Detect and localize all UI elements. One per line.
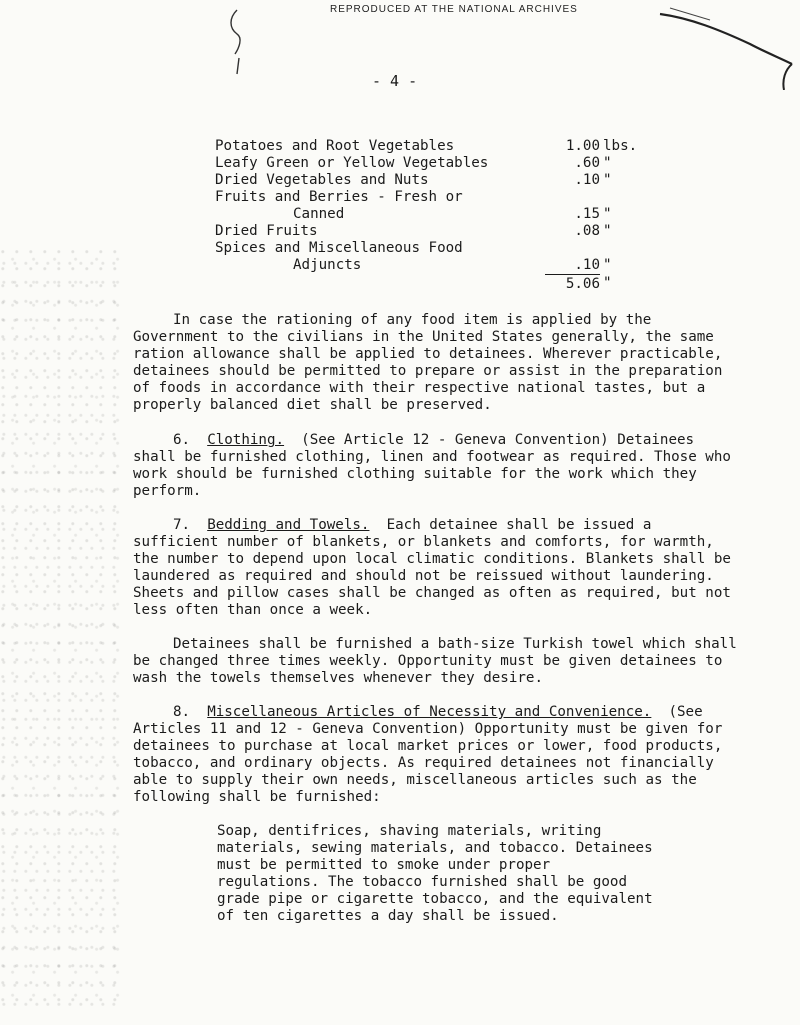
item-qty: .15 [574, 206, 600, 222]
section-heading: Miscellaneous Articles of Necessity and Convenience. [207, 704, 652, 720]
item-name: Dried Fruits [215, 223, 318, 239]
table-row [215, 257, 643, 275]
section-body: Each detainee shall be issued a sufficient number of blankets, or blankets and comforts, for warmth, the number to depend upon local climatic conditions. Blankets shall be laundered as required and should not be reissued without laundering. Sheets and pillow cases shall be changed as often as required, but not less often than once a week. [133, 517, 731, 618]
corner-scribble [650, 0, 800, 90]
item-name-cont: Canned [293, 206, 345, 222]
total-qty: 5.06 [565, 276, 600, 292]
towels-paragraph: Detainees shall be furnished a bath-size Turkish towel which shall be changed three times weekly. Opportunity must be given detainees to wash the towels themselves whenever they desire. [133, 636, 737, 686]
item-unit: " [603, 223, 612, 239]
bedding-paragraph [133, 517, 745, 619]
item-unit: " [603, 206, 612, 222]
item-unit: " [603, 257, 612, 273]
item-qty: .10 [574, 172, 600, 188]
item-qty: .08 [574, 223, 600, 239]
table-row [215, 189, 643, 206]
total-unit: " [603, 274, 612, 291]
item-unit: lbs. [603, 138, 638, 154]
item-unit: " [603, 172, 612, 188]
pen-mark [225, 8, 255, 78]
item-qty: .60 [574, 155, 600, 171]
clothing-paragraph [133, 432, 745, 500]
item-unit: " [603, 155, 612, 171]
ration-table [215, 138, 643, 293]
item-qty: .10 [545, 257, 600, 275]
total-row [215, 275, 643, 294]
item-name: Fruits and Berries - Fresh or [215, 189, 463, 205]
section-body: (See Articles 11 and 12 - Geneva Convention) Opportunity must be given for detainees to purchase at local market prices or lower, food products, tobacco, and ordinary objects. As required detainees not financially able to supply their own needs, miscellaneous articles such as the following shall be furnished: [133, 704, 723, 805]
item-qty: 1.00 [565, 138, 600, 154]
rationing-paragraph: In case the rationing of any food item is applied by the Government to the civilians in the United States generally, the same ration allowance shall be applied to detainees. Wherever practicable, detainees should be permitted to prepare or assist in the preparation of foods in accordance with their respective national tastes, but a properly balanced diet shall be preserved. [133, 312, 723, 413]
section-body: (See Article 12 - Geneva Convention) Detainees shall be furnished clothing, linen and footwear as required. Those who work should be furnished clothing suitable for the work which they perform. [133, 432, 731, 499]
page-number: - 4 - [372, 72, 418, 90]
table-row [215, 223, 643, 240]
item-name: Leafy Green or Yellow Vegetables [215, 155, 489, 171]
item-name-cont: Adjuncts [293, 257, 362, 273]
misc-paragraph [133, 704, 745, 806]
section-number: 7. [173, 517, 191, 533]
item-name: Dried Vegetables and Nuts [215, 172, 429, 188]
table-row [215, 240, 643, 257]
scan-speckle [0, 250, 120, 1010]
item-name: Spices and Miscellaneous Food [215, 240, 463, 256]
table-row [215, 206, 643, 223]
item-name: Potatoes and Root Vegetables [215, 138, 455, 154]
supplies-block: Soap, dentifrices, shaving materials, writing materials, sewing materials, and tobacco. Detainees must be permitted to smoke under proper regulations. The tobacco furnished shall be good grade pipe or cigarette tobacco, and the equivalent of ten cigarettes a day shall be issued. [217, 823, 653, 924]
table-row [215, 138, 643, 155]
table-row [215, 155, 643, 172]
section-heading: Bedding and Towels. [207, 517, 370, 533]
section-number: 8. [173, 704, 191, 720]
archive-stamp: REPRODUCED AT THE NATIONAL ARCHIVES [330, 4, 578, 15]
table-row [215, 172, 643, 189]
section-heading: Clothing. [207, 432, 285, 448]
section-number: 6. [173, 432, 191, 448]
